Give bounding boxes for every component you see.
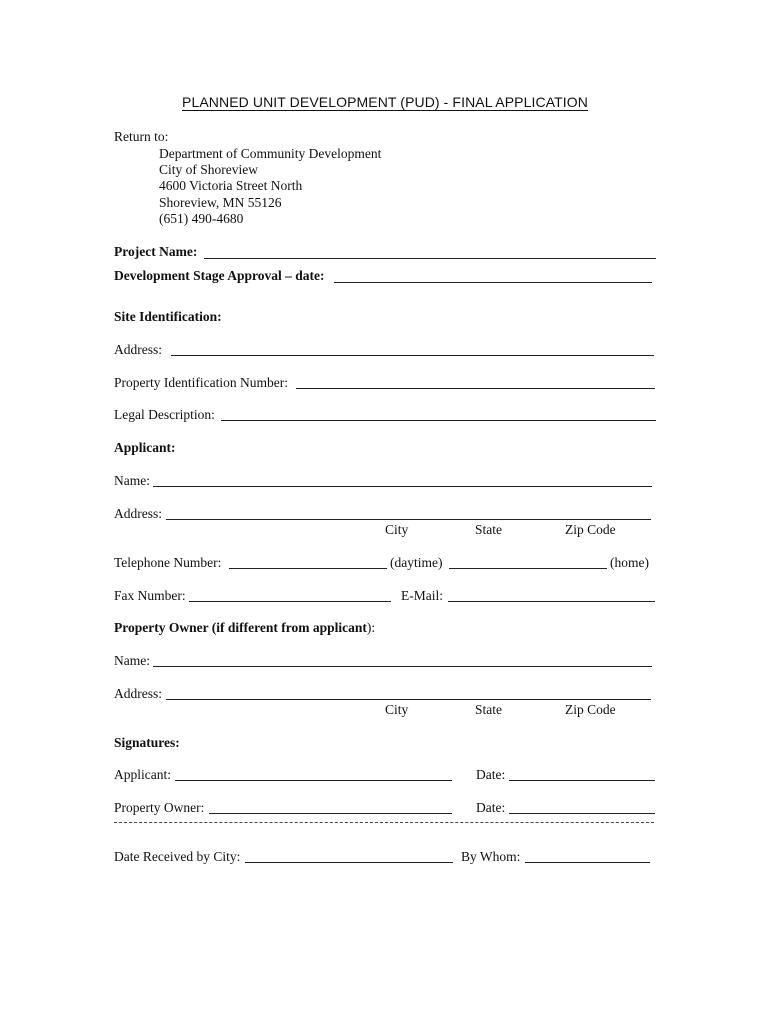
telephone-daytime-field[interactable] — [229, 568, 387, 569]
form-title: PLANNED UNIT DEVELOPMENT (PUD) - FINAL APPLICATION — [182, 94, 588, 110]
telephone-home-field[interactable] — [449, 568, 607, 569]
owner-signature-label: Property Owner: — [114, 800, 205, 815]
daytime-caption: (daytime) — [390, 555, 443, 570]
home-caption: (home) — [610, 555, 649, 570]
return-to-city: City of Shoreview — [159, 162, 258, 177]
stage-approval-date-label: Development Stage Approval – date: — [114, 268, 325, 283]
office-use-divider — [114, 822, 654, 823]
pin-label: Property Identification Number: — [114, 375, 288, 390]
return-to-department: Department of Community Development — [159, 146, 382, 161]
return-to-city-state-zip: Shoreview, MN 55126 — [159, 195, 282, 210]
fax-field[interactable] — [189, 601, 391, 602]
signatures-heading: Signatures: — [114, 735, 180, 750]
owner-address-label: Address: — [114, 686, 162, 701]
project-name-field[interactable] — [204, 258, 656, 259]
email-label: E-Mail: — [401, 588, 443, 603]
applicant-date-label: Date: — [476, 767, 506, 782]
pin-field[interactable] — [296, 388, 655, 389]
site-address-field[interactable] — [171, 355, 654, 356]
project-name-label: Project Name: — [114, 244, 198, 259]
applicant-heading: Applicant: — [114, 440, 176, 455]
owner-state-caption: State — [475, 702, 502, 717]
fax-label: Fax Number: — [114, 588, 186, 603]
applicant-signature-label: Applicant: — [114, 767, 171, 782]
applicant-address-field[interactable] — [166, 519, 651, 520]
legal-description-field[interactable] — [221, 420, 656, 421]
stage-approval-date-field[interactable] — [334, 282, 652, 283]
date-received-field[interactable] — [245, 862, 453, 863]
applicant-name-field[interactable] — [153, 486, 652, 487]
email-field[interactable] — [448, 601, 655, 602]
applicant-address-label: Address: — [114, 506, 162, 521]
applicant-zip-caption: Zip Code — [565, 522, 616, 537]
telephone-label: Telephone Number: — [114, 555, 222, 570]
owner-signature-field[interactable] — [209, 813, 452, 814]
applicant-city-caption: City — [385, 522, 409, 537]
owner-date-label: Date: — [476, 800, 506, 815]
applicant-signature-field[interactable] — [175, 780, 452, 781]
owner-date-field[interactable] — [509, 813, 655, 814]
owner-address-field[interactable] — [166, 699, 651, 700]
return-to-street: 4600 Victoria Street North — [159, 178, 303, 193]
by-whom-label: By Whom: — [461, 849, 521, 864]
owner-zip-caption: Zip Code — [565, 702, 616, 717]
owner-name-label: Name: — [114, 653, 150, 668]
site-address-label: Address: — [114, 342, 162, 357]
return-to-phone: (651) 490-4680 — [159, 211, 244, 226]
legal-description-label: Legal Description: — [114, 407, 215, 422]
applicant-state-caption: State — [475, 522, 502, 537]
owner-city-caption: City — [385, 702, 409, 717]
applicant-name-label: Name: — [114, 473, 150, 488]
date-received-label: Date Received by City: — [114, 849, 241, 864]
by-whom-field[interactable] — [525, 862, 650, 863]
property-owner-heading: Property Owner (if different from applicant): — [114, 620, 376, 635]
return-to-label: Return to: — [114, 129, 169, 144]
applicant-date-field[interactable] — [509, 780, 655, 781]
site-identification-heading: Site Identification: — [114, 309, 222, 324]
owner-name-field[interactable] — [153, 666, 652, 667]
